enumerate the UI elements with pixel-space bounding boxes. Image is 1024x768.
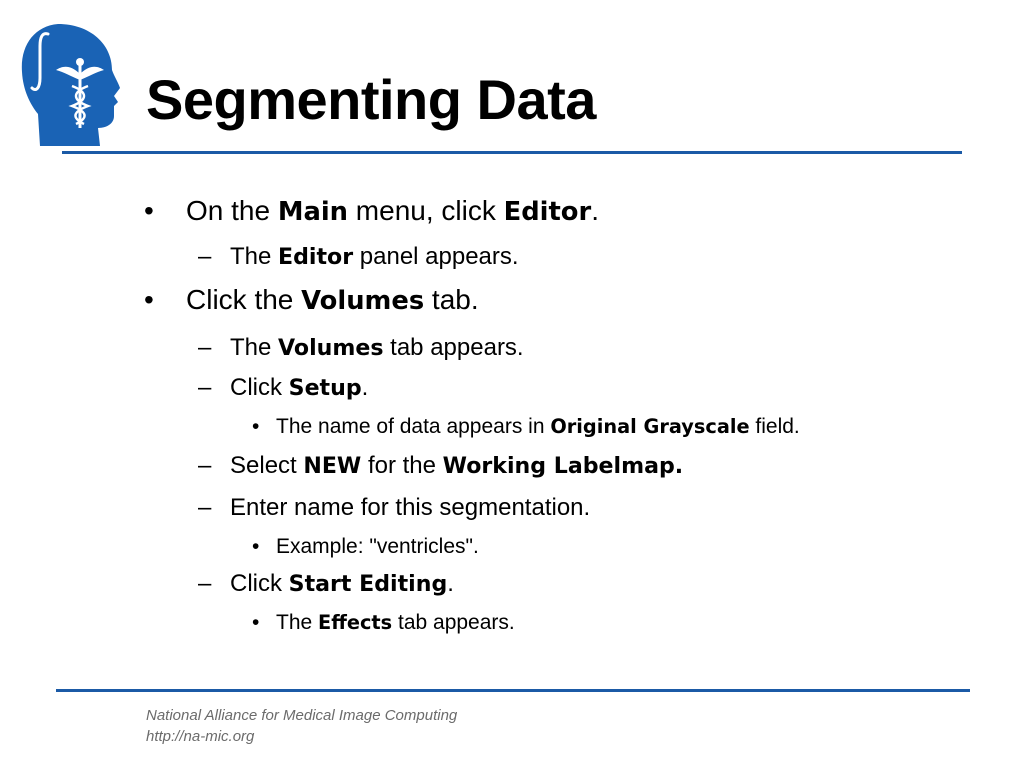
keyword-setup: Setup xyxy=(288,376,362,401)
title-divider xyxy=(62,151,962,154)
bullet-volumes-tab xyxy=(144,284,479,316)
text-run: . xyxy=(591,195,599,226)
keyword-main: Main xyxy=(277,197,349,227)
keyword-start-editing: Start Editing xyxy=(288,572,448,597)
bullet-text xyxy=(276,415,800,438)
slide-title: Segmenting Data xyxy=(146,68,596,131)
keyword-volumes: Volumes xyxy=(301,286,425,316)
text-run: Click xyxy=(230,374,289,401)
sub-bullet-select-new xyxy=(198,452,683,480)
sub-bullet-enter-name xyxy=(198,494,590,522)
text-run: The name of data appears in xyxy=(276,415,551,438)
bullet-main-menu-editor xyxy=(144,195,599,227)
text-run: The xyxy=(230,243,279,270)
text-run: field. xyxy=(749,415,800,438)
sub-bullet-volumes-appears xyxy=(198,334,524,362)
text-run: panel appears. xyxy=(353,243,519,270)
text-run: tab appears. xyxy=(392,611,515,634)
keyword-editor: Editor xyxy=(503,197,592,227)
bullet-text xyxy=(186,195,599,226)
text-run: Click the xyxy=(186,284,302,315)
dash-marker: – xyxy=(198,334,212,361)
bullet-text xyxy=(230,334,524,361)
text-run: Click xyxy=(230,570,289,597)
sub-bullet-editor-panel xyxy=(198,243,519,271)
dash-marker: – xyxy=(198,374,212,401)
keyword-volumes: Volumes xyxy=(278,336,384,361)
bullet-marker: • xyxy=(252,611,260,634)
keyword-working-labelmap: Working Labelmap. xyxy=(442,454,684,479)
bullet-text: Enter name for this segmentation. xyxy=(230,494,591,521)
keyword-editor: Editor xyxy=(278,245,354,270)
head-silhouette xyxy=(22,24,120,146)
footer-divider xyxy=(56,689,970,692)
bullet-text xyxy=(230,243,519,270)
text-run: for the xyxy=(361,452,443,479)
bullet-text xyxy=(276,611,515,634)
sub-bullet-start-editing xyxy=(198,570,454,598)
keyword-effects: Effects xyxy=(318,611,393,634)
text-run: tab appears. xyxy=(383,334,524,361)
keyword-new: NEW xyxy=(303,454,362,479)
dash-marker: – xyxy=(198,570,212,597)
text-run: . xyxy=(361,374,369,401)
text-run: menu, click xyxy=(348,195,504,226)
dash-marker: – xyxy=(198,494,212,521)
sub-sub-bullet-original-grayscale xyxy=(252,415,800,439)
slicer-head-logo-icon xyxy=(18,22,122,152)
sub-sub-bullet-effects-tab xyxy=(252,611,515,635)
sub-bullet-click-setup xyxy=(198,374,368,402)
text-run: On the xyxy=(186,195,278,226)
footer-url: http://na-mic.org xyxy=(146,728,255,745)
bullet-text xyxy=(230,452,683,479)
bullet-text xyxy=(230,570,454,597)
bullet-marker: • xyxy=(252,415,260,438)
bullet-text xyxy=(230,374,368,401)
bullet-marker: • xyxy=(252,535,260,558)
bullet-marker: • xyxy=(144,195,154,226)
text-run: The xyxy=(230,334,279,361)
bullet-text: Example: "ventricles". xyxy=(276,535,479,558)
bullet-marker: • xyxy=(144,284,154,315)
footer-org: National Alliance for Medical Image Computing xyxy=(146,707,458,724)
keyword-original-grayscale: Original Grayscale xyxy=(550,415,750,438)
sub-sub-bullet-example xyxy=(252,535,479,559)
text-run: . xyxy=(447,570,454,597)
bullet-text xyxy=(186,284,479,315)
caduceus-top xyxy=(76,58,84,66)
text-run: The xyxy=(276,611,319,634)
text-run: tab. xyxy=(424,284,479,315)
text-run: Select xyxy=(230,452,304,479)
dash-marker: – xyxy=(198,243,212,270)
dash-marker: – xyxy=(198,452,212,479)
